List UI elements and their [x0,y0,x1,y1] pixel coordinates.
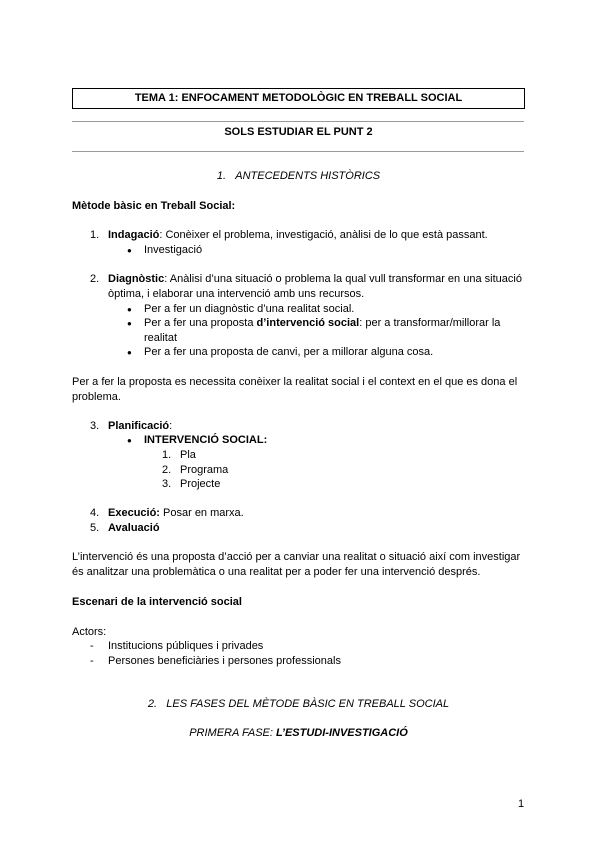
step-label: Indagació [108,229,160,241]
bullet-item: ● Investigació [144,244,202,256]
subtitle: SOLS ESTUDIAR EL PUNT 2 [224,126,373,138]
sub-item: 3. Projecte [162,478,221,490]
step-label: Execució: [108,507,160,519]
paragraph: Per a fer la proposta es necessita conèixer la realitat social i el context en el que es dona el [72,376,518,388]
document-title: TEMA 1: ENFOCAMENT METODOLÒGIC EN TREBALL SOCIAL [72,88,525,109]
divider-bottom [72,151,524,152]
step-execucio: 4. Execució: Posar en marxa. [90,507,244,519]
bullet-item: ● INTERVENCIÓ SOCIAL: [144,434,267,446]
actor-item: - Institucions públiques i privades [90,640,264,652]
section-title: LES FASES DEL MÈTODE BÀSIC EN TREBALL SOCIAL [166,698,450,710]
section-2-heading [72,698,525,710]
actor-item: - Persones beneficiàries i persones professionals [90,655,341,667]
phase-name: L’ESTUDI-INVESTIGACIÓ [275,727,408,739]
step-label: Diagnòstic [108,273,165,285]
section-1-heading [72,170,525,182]
phase-heading [72,727,525,739]
section-title: ANTECEDENTS HISTÒRICS [235,170,381,182]
step-number: 5. [90,522,100,534]
paragraph: L’intervenció és una proposta d’acció per a canviar una realitat o situació així com investigar [72,551,521,563]
step-number: 1. [90,229,100,241]
step-number: 4. [90,507,100,519]
step-text: : Conèixer el problema, investigació, anàlisi de lo que està passant. [159,229,488,241]
paragraph-continued: és analitzar una problemàtica o una realitat per a poder fer una intervenció després. [72,566,481,578]
divider-top [72,121,524,122]
section-number: 1. [216,170,227,182]
step-number: 2. [90,273,100,285]
step-number: 3. [90,420,100,432]
escenari-heading: Escenari de la intervenció social [72,596,242,608]
step-avaluacio [90,522,160,534]
paragraph-continued: problema. [72,391,121,403]
sub-item: 2. Programa [162,464,229,476]
bullet-item: ● Per a fer un diagnòstic d’una realitat social. [144,303,354,315]
step-text: : Anàlisi d’una situació o problema la qual vull transformar en una situació [164,273,522,285]
bullet-item: ● Per a fer una proposta d’intervenció social: per a transformar/millorar la [144,317,500,329]
section-number: 2. [147,698,158,710]
step-diagnostic [90,273,522,285]
bullet-item: ● Per a fer una proposta de canvi, per a millorar alguna cosa. [144,346,433,358]
phase-prefix: PRIMERA FASE: [189,727,276,739]
metode-heading: Mètode bàsic en Treball Social: [72,200,236,212]
bullet-item-continued: realitat [144,332,178,344]
step-indagacio [90,229,488,241]
sub-item: 1. Pla [162,449,196,461]
actors-label: Actors: [72,626,107,638]
step-label: Avaluació [108,522,160,534]
step-label: Planificació [108,420,170,432]
step-text-continued: òptima, i elaborar una intervenció amb uns recursos. [108,288,365,300]
step-planificacio: 3. Planificació: [90,420,173,432]
page-number: 1 [518,798,525,810]
